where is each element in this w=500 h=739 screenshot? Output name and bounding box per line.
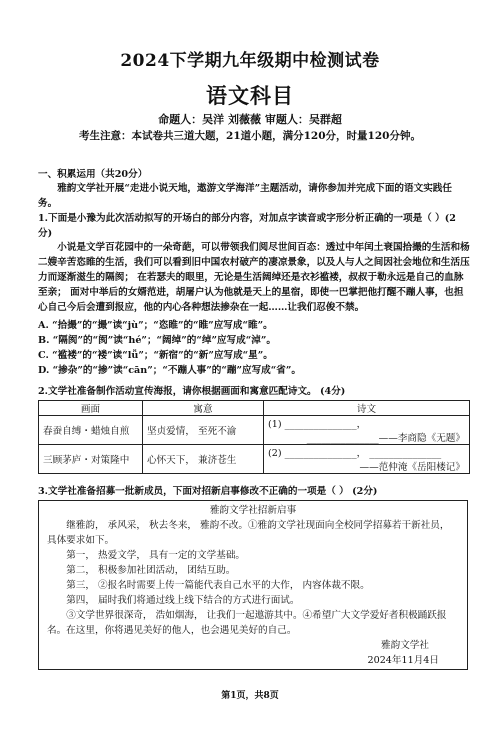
header-meaning: 寓意 xyxy=(143,401,264,416)
poem-cell xyxy=(264,416,470,445)
notice-paragraph: 第四， 届时我们将通过线上线下结合的方式进行面试。 xyxy=(66,595,300,606)
notice-paragraph: ③文学世界很深奇， 浩如烟海， 让我们一起遨游其中。④希望广大文学爱好者积极踊跃报名。在这里，你将遇见美好的他人，也会遇见美好的自己。 xyxy=(47,610,447,636)
question-1-passage: 小说是文学百花园中的一朵奇葩，可以带领我们阅尽世间百态：透过中年闰土衰国拾撮的生活和杨二嫂辛苦恣睢的生活，我们可以看到旧中国农村破产的凄凉景象，以及人与人之间因社会地位和生活压力而逐渐滋生的隔阂； 在若瑟夫的眼里，无论是生活阔绰还是衣衫褴褛，叔叔于勒永远是自己的血脉至亲； 面对中举后的女婿范进，胡屠户认为他就是天上的星宿，即使一巴掌把他打醒不蹦人事，也担心自己今后会遭到报应，他的内心各种想法掺杂在一起……让我们忍俊不禁。 xyxy=(38,242,470,313)
meaning-cell: 心怀天下， 兼济苍生 xyxy=(143,445,264,474)
option-b: B. “隔阂”的“阂”读“hé”；“阔绰”的“绰”应写成“淖”。 xyxy=(38,335,276,346)
poem-blank[interactable]: _______________， xyxy=(284,448,367,459)
notice-paragraph: 第三， ②报名时需要上传一篇能代表自己水平的大作， 内容体裁不限。 xyxy=(66,580,370,591)
poster-table xyxy=(38,400,470,474)
table-row xyxy=(39,445,470,474)
section-intro: 雅韵文学社开展“走进小说天地，遨游文学海洋”主题活动，请你参加并完成下面的语文实践任务。 xyxy=(38,183,452,209)
question-2-stem: 2.文学社准备制作活动宣传海报，请你根据画面和寓意匹配诗文。 (4分) xyxy=(38,386,346,397)
poem-number: (2) xyxy=(268,448,282,459)
poem-number: (1) xyxy=(268,419,282,430)
poem-source: ——范仲淹《岳阳楼记》 xyxy=(359,462,465,473)
notice-signature: 雅韵文学社 xyxy=(381,640,429,651)
exam-notice: 考生注意：本试卷共三道大题，21道小题，满分120分，时量120分钟。 xyxy=(79,130,421,142)
poem-blank-2[interactable]: _______________ xyxy=(369,448,442,459)
exam-title: 2024下学期九年级期中检测试卷 xyxy=(120,51,380,71)
question-1-options xyxy=(38,318,470,378)
table-row xyxy=(39,416,470,445)
authors-line: 命题人：吴洋 刘薇薇 审题人：吴群超 xyxy=(158,113,342,126)
poem-cell xyxy=(264,445,470,474)
poem-blank-2[interactable]: _______________ xyxy=(306,433,379,444)
page-number: 第1页，共8页 xyxy=(221,691,279,701)
notice-title: 雅韵文学社招新启事 xyxy=(209,505,297,516)
header-picture: 画面 xyxy=(39,401,143,416)
subject-title: 语文科目 xyxy=(206,83,294,108)
recruitment-notice-box xyxy=(38,500,468,670)
table-header-row xyxy=(39,401,470,416)
poem-source: ——李商隐《无题》 xyxy=(378,433,465,444)
option-a: A. “拾撮”的“撮”读“jù”；“恣睢”的“睢”应写成“睢”。 xyxy=(38,320,273,331)
option-c: C. “褴褛”的“褛”读“lǚ”；“新宿”的“新”应写成“星”。 xyxy=(38,350,273,361)
notice-date: 2024年11月4日 xyxy=(367,655,439,666)
notice-paragraph: 第二， 积极参加社团活动， 团结互助。 xyxy=(66,565,236,576)
picture-cell: 三顾茅庐・对策隆中 xyxy=(39,445,143,474)
header-poem: 诗文 xyxy=(264,401,470,416)
question-1-stem: 1.下面是小豫为此次活动拟写的开场白的部分内容，对加点字读音或字形分析正确的一项是（ ）(2分) xyxy=(38,213,456,239)
picture-cell: 春蚕自缚・蜡烛自煎 xyxy=(39,416,143,445)
option-d: D. “掺杂”的“掺”读“cān”；“不蹦人事”的“蹦”应写成“省”。 xyxy=(38,365,302,376)
notice-paragraph: 继雅韵， 承风采， 秋去冬来， 雅韵不改。①雅韵文学社现面向全校同学招募若干新社员，具体要求如下。 xyxy=(47,520,450,546)
poem-blank[interactable]: _______________， xyxy=(284,419,367,430)
section-heading: 一、积累运用（共20分） xyxy=(38,169,148,180)
meaning-cell: 坚贞爱情， 至死不渝 xyxy=(143,416,264,445)
notice-paragraph: 第一， 热爱文学， 具有一定的文学基础。 xyxy=(66,550,245,561)
question-3-stem: 3.文学社准备招募一批新成员，下面对招新启事修改不正确的一项是（ ） (2分) xyxy=(38,486,378,497)
